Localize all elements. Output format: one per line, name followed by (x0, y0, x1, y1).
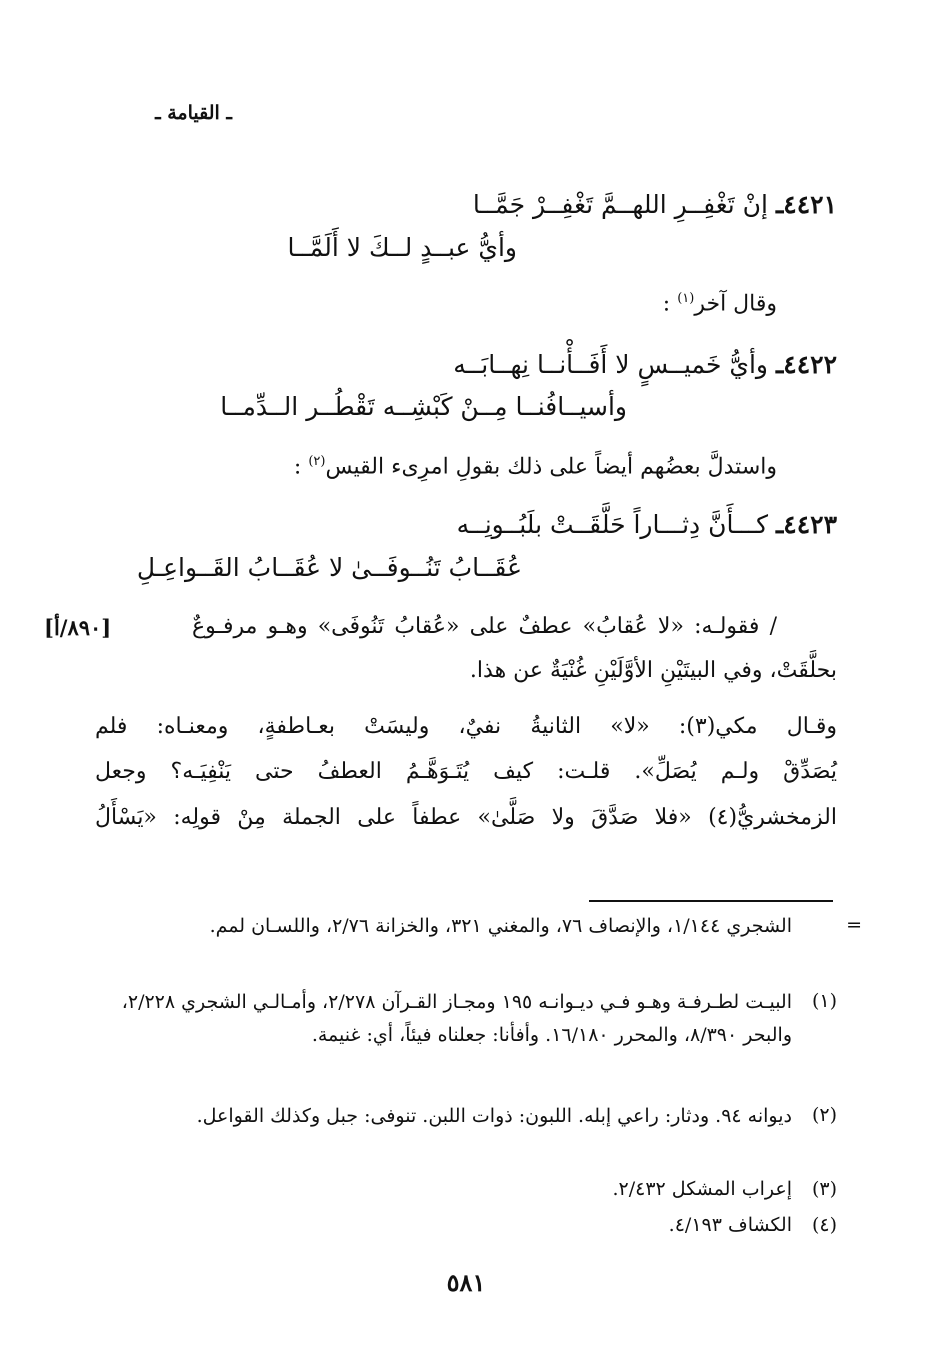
verse-4421-second-hemistich: وأيُّ عبــدٍ لــكَ لا أَلَمَّــا (287, 233, 517, 262)
footnote-3-label: (٣) (811, 1178, 837, 1200)
hemistich-text: إنْ تَغْفِــرِ اللهــمَّ تَغْفِــرْ جَمَّــا (472, 190, 768, 219)
paragraph-1-line-2: بحلَّقَتْ، وفي البيتَيْنِ الأوَّلَيْنِ غُنْيَةٌ عن هذا. (469, 658, 837, 683)
paragraph-2-line-1: وقـال مكي(٣): «لا» الثانيةُ نفيٌ، وليسَتْ بعـاطفةٍ، ومعنـاه: فلم (95, 714, 838, 739)
verse-number: ٤٤٢٣ـ (775, 510, 837, 539)
page-number: ٥٨١ (446, 1268, 486, 1297)
footnote-3-text: إعراب المشكل ٢/٤٣٢. (612, 1178, 792, 1200)
verse-4422-second-hemistich: وأسيــافُنــا مِــنْ كَبْشِــه تَقْطُــر الــدِّمــا (220, 392, 627, 421)
verse-4423-first-hemistich (457, 510, 837, 539)
verse-4422-first-hemistich (453, 350, 837, 379)
paragraph-2-line-2: يُصَدِّقْ ولـم يُصَلِّ». قلـت: كيف يُتَـوَهَّـمُ العطفُ حتى يَنْفِيَـه؟ وجعل (95, 759, 837, 784)
footnote-2-text: ديوانه ٩٤. ودثار: راعي إبله. اللبون: ذوات اللبن. تنوفى: جبل وكذلك القواعل. (196, 1105, 792, 1127)
footnote-continuation: الشجري ١/١٤٤، والإنصاف ٧٦، والمغني ٣٢١، والخزانة ٢/٧٦، واللسـان لمم. (209, 915, 792, 937)
intro-colon: : (662, 291, 671, 317)
paragraph-1-line-1: / فقولـه: «لا عُقابُ» عطفٌ على «عُقابُ تَنُوفَى» وهـو مرفـوعٌ (192, 614, 778, 639)
footnote-1-label: (١) (811, 990, 837, 1012)
verse-number: ٤٤٢٢ـ (775, 350, 837, 379)
footnote-continuation-mark: = (846, 914, 862, 936)
intro-line-2 (294, 454, 777, 479)
running-header: ـ القيامة ـ (155, 102, 232, 124)
hemistich-text: كـــأَنَّ دِثـــاراً حَلَّقَــتْ بلَبُــونِــه (456, 510, 768, 539)
verse-4421-first-hemistich (473, 190, 837, 219)
intro-line-1 (663, 291, 777, 316)
footnote-4-label: (٤) (811, 1214, 837, 1236)
intro-text: واستدلَّ بعضُهم أيضاً على ذلك بقولِ امرِىء القيس (325, 454, 777, 480)
footnote-marker: (١) (677, 291, 695, 306)
intro-colon: : (293, 454, 302, 480)
footnote-2-label: (٢) (811, 1104, 837, 1126)
footnote-marker: (٢) (308, 454, 326, 469)
verse-4423-second-hemistich: عُقَــابُ تَنُــوفَــىٰ لا عُقَــابُ القَــواعِـلِ (136, 553, 522, 582)
paragraph-2-line-3: الزمخشريُّ(٤) «فلا صَدَّقَ ولا صَلَّىٰ» عطفاً على الجملة مِنْ قولِه: «يَسْأَلُ (95, 805, 837, 830)
footnote-separator (589, 900, 833, 902)
footnote-4-text: الكشاف ٤/١٩٣. (668, 1214, 792, 1236)
manuscript-folio-ref: [٨٩٠/أ] (44, 615, 112, 640)
intro-text: وقال آخر (694, 291, 777, 317)
footnote-1-text: البيـت لطـرفـة وهـو فـي ديـوانـه ١٩٥ ومجـاز القـرآن ٢/٢٧٨، وأمـالـي الشجري ٢/٢٢٨، والبحر ٨/٣٩٠، والمحرر ١٦/١٨٠. وأفأنا: جعلناه فيئاً، أي: غنيمة. (121, 991, 792, 1046)
verse-number: ٤٤٢١ـ (775, 190, 837, 219)
hemistich-text: وأيُّ خَميــسٍ لا أَفَــأْنــا نِهــابَــه (453, 350, 768, 379)
